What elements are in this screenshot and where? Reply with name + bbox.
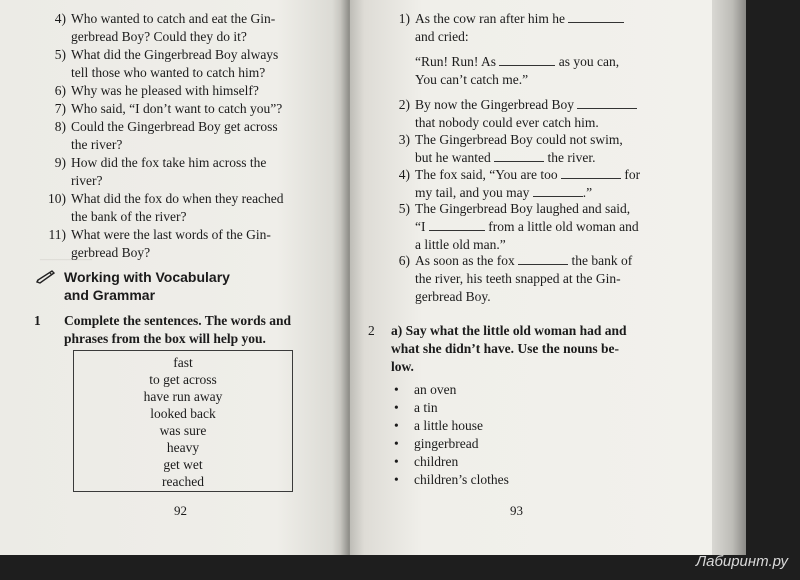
page-edges xyxy=(712,0,746,555)
question-text: river? xyxy=(71,173,103,188)
question-number: 8) xyxy=(54,119,66,134)
sentence-text: but he wanted xyxy=(415,150,491,165)
sentence-text: a little old man.” xyxy=(415,237,506,252)
word-box-item: reached xyxy=(162,474,204,489)
word-box-item: fast xyxy=(173,355,193,370)
watermark: Лабиринт.ру xyxy=(695,553,788,570)
question-number: 7) xyxy=(54,101,66,116)
bullet-icon: • xyxy=(394,454,399,469)
sentence-text: that nobody could ever catch him. xyxy=(415,115,599,130)
sentence-text: As the cow ran after him he xyxy=(415,11,565,26)
question-number: 5) xyxy=(54,47,66,62)
answer-blank xyxy=(518,252,568,265)
sentence-text: You can’t catch me.” xyxy=(415,72,529,87)
pencil-icon xyxy=(36,270,56,284)
sentence-number: 5) xyxy=(398,201,410,216)
section-heading-line: and Grammar xyxy=(64,287,156,303)
word-box-item: was sure xyxy=(159,423,207,438)
instruction-text: low. xyxy=(391,359,414,374)
bullet-icon: • xyxy=(394,418,399,433)
question-text: Who said, “I don’t want to catch you”? xyxy=(71,101,283,116)
sentence-text: my tail, and you may xyxy=(415,185,530,200)
word-box-item: heavy xyxy=(166,440,200,455)
sentence-number: 4) xyxy=(398,167,410,182)
question-text: How did the fox take him across the xyxy=(71,155,267,170)
answer-blank xyxy=(499,53,555,66)
left-page xyxy=(0,0,346,555)
question-text: What did the Gingerbread Boy always xyxy=(71,47,279,62)
section-heading xyxy=(64,268,230,304)
answer-blank xyxy=(429,218,485,231)
bullet-icon: • xyxy=(394,472,399,487)
section-heading-line: Working with Vocabulary xyxy=(64,269,230,285)
sentence-number: 1) xyxy=(398,11,410,26)
question-number: 9) xyxy=(54,155,66,170)
word-box-item: looked back xyxy=(150,406,216,421)
question-text: the river? xyxy=(71,137,123,152)
question-text: Why was he pleased with himself? xyxy=(71,83,259,98)
question-number: 10) xyxy=(48,191,66,206)
list-item: gingerbread xyxy=(414,436,479,451)
answer-blank xyxy=(568,10,624,23)
right-page xyxy=(350,0,712,555)
question-text: gerbread Boy? Could they do it? xyxy=(71,29,247,44)
sentence-text: from a little old woman and xyxy=(488,219,639,234)
question-number: 11) xyxy=(48,227,66,242)
word-box-item: to get across xyxy=(149,372,217,387)
list-item: a tin xyxy=(414,400,438,415)
sentence-text: for xyxy=(624,167,641,182)
sentence-text: the river. xyxy=(547,150,596,165)
sentence-number: 6) xyxy=(398,253,410,268)
sentence-text: The fox said, “You are too xyxy=(415,167,558,182)
question-number: 4) xyxy=(54,11,66,26)
page-number: 93 xyxy=(510,503,523,518)
instruction-text: phrases from the box will help you. xyxy=(64,331,266,346)
instruction-text: Complete the sentences. The words and xyxy=(64,313,291,328)
sentence-text: As soon as the fox xyxy=(415,253,515,268)
sentence-text: gerbread Boy. xyxy=(415,289,491,304)
answer-blank xyxy=(561,166,621,179)
sentence-number: 3) xyxy=(398,132,410,147)
sentence-number: 2) xyxy=(398,97,410,112)
sentence-text: the river, his teeth snapped at the Gin- xyxy=(415,271,621,286)
sentence-text: and cried: xyxy=(415,29,469,44)
question-text: What did the fox do when they reached xyxy=(71,191,284,206)
exercise-number: 2 xyxy=(368,323,375,338)
question-text: What were the last words of the Gin- xyxy=(71,227,271,242)
sentence-text: “Run! Run! As xyxy=(415,54,496,69)
bullet-icon: • xyxy=(394,436,399,451)
question-number: 6) xyxy=(54,83,66,98)
sentence-text: The Gingerbread Boy laughed and said, xyxy=(415,201,631,216)
question-text: tell those who wanted to catch him? xyxy=(71,65,266,80)
question-text: gerbread Boy? xyxy=(71,245,151,260)
sentence-text: .” xyxy=(582,185,593,200)
question-text: the bank of the river? xyxy=(71,209,187,224)
sentence-text: The Gingerbread Boy could not swim, xyxy=(415,132,623,147)
show-through-text: ———— xyxy=(40,251,92,266)
word-box-item: get wet xyxy=(163,457,203,472)
answer-blank xyxy=(577,96,637,109)
sentence-text: “I xyxy=(415,219,426,234)
list-item: children xyxy=(414,454,459,469)
exercise-number: 1 xyxy=(34,313,41,328)
answer-blank xyxy=(494,149,544,162)
list-item: a little house xyxy=(414,418,483,433)
bullet-icon: • xyxy=(394,400,399,415)
question-text: Could the Gingerbread Boy get across xyxy=(71,119,278,134)
page-number: 92 xyxy=(174,503,187,518)
bullet-icon: • xyxy=(394,382,399,397)
instruction-text: a) Say what the little old woman had and xyxy=(391,323,627,338)
word-box xyxy=(73,350,293,492)
sentence-text: By now the Gingerbread Boy xyxy=(415,97,574,112)
answer-blank xyxy=(533,184,583,197)
question-text: Who wanted to catch and eat the Gin- xyxy=(71,11,276,26)
word-box-item: have run away xyxy=(143,389,223,404)
instruction-text: what she didn’t have. Use the nouns be- xyxy=(391,341,620,356)
list-item: children’s clothes xyxy=(414,472,509,487)
sentence-text: as you can, xyxy=(558,54,620,69)
sentence-text: the bank of xyxy=(571,253,633,268)
list-item: an oven xyxy=(414,382,457,397)
